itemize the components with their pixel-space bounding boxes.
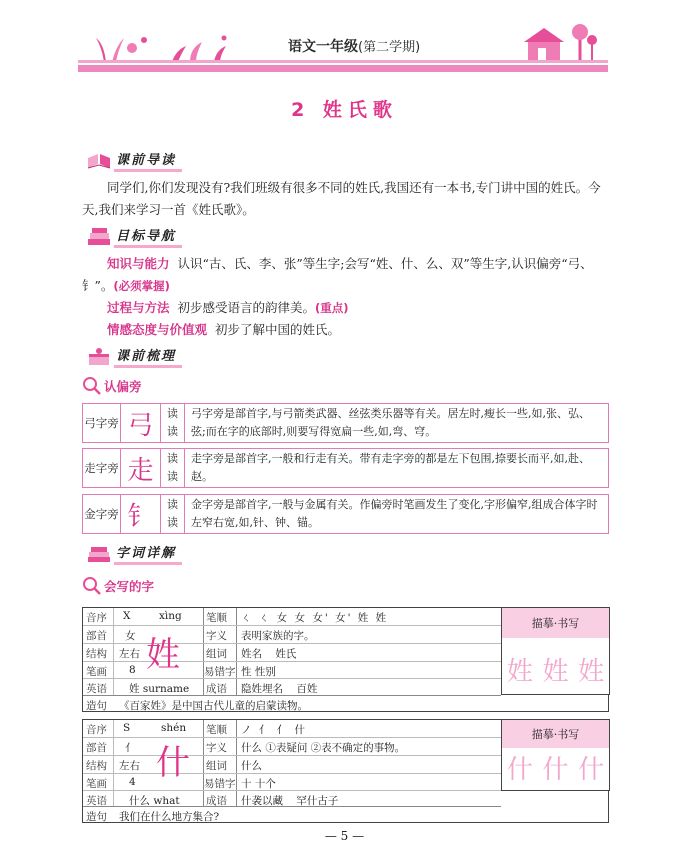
preview-paragraph: 同学们,你们发现没有?我们班级有很多不同的姓氏,我国还有一本书,专门讲中国的姓氏。今天,我们来学习一首《姓氏歌》。 [82,180,601,217]
trace-box[interactable]: 描摹·书写 姓 姓 姓 [501,607,610,695]
radical-row: 走字旁 走 读 读 走字旁是部首字,一般和行走有关。带有走字旁的都是左下包围,捺要长而平,如,赴、赵。 [82,448,609,488]
decorative-plants-icon [86,28,236,64]
char-card-shen: 音序 S shén 部首 亻 结构 左右 笔画 4 英语 什么 what 什 笔顺 ノ 亻 亻 什 字义 什么 ①表疑问 ②表不确定的事物。 组词 什么 易错字 十 十个 成语 什袭以藏 罕什古子 造句 我们在什么地方集合? 描摹·书写 什 什 什 [82,719,609,823]
goal-process: 过程与方法 初步感受语言的韵律美。(重点) [107,300,349,315]
magnifier-icon [82,576,102,596]
section-explain: 字词详解 [86,541,182,565]
goal-knowledge: 知识与能力 认识“古、氏、李、张”等生字;会写“姓、什、么、双”等生字,认识偏旁“弓、钅”。(必须掌握) [82,256,593,293]
radical-row: 弓字旁 弓 读 读 弓字旁是部首字,与弓箭类武器、丝弦类乐器等有关。居左时,瘦长一些,如,张、弘、弦;而在字的底部时,则要写得宽扁一些,如,弯、穹。 [82,403,609,443]
trace-box[interactable]: 描摹·书写 什 什 什 [501,719,610,791]
lesson-title: 2 姓氏歌 [291,99,398,121]
section-review: 课前梳理 [86,344,182,368]
header-title: 语文一年级(第二学期) [288,39,421,55]
radicals-heading: 认偏旁 [82,376,142,396]
target-char: 姓 [146,635,180,675]
char-card-xing: 音序 X xìng 部首 女 结构 左右 笔画 8 英语 姓 surname 姓 笔顺 ㄑ ㄑ 女 女 女' 女' 姓 姓 字义 表明家族的字。 组词 姓名 姓氏 易错字 性 性别 成语 隐姓埋名 百姓 造句 《百家姓》是中国古代儿童的启蒙读物。 描摹·书写 姓 姓 姓 [82,607,609,712]
header-band [78,60,608,72]
open-book-icon [86,150,112,172]
magnifier-icon [82,376,102,396]
radical-row: 金字旁 钅 读 读 金字旁是部首字,一般与金属有关。作偏旁时笔画发生了变化,字形偏窄,组成合体字时左窄右宽,如,针、钟、锚。 [82,494,609,534]
cake-icon [86,346,112,368]
decorative-house-icon [510,22,610,64]
book-stack-icon [86,543,112,565]
section-preview: 课前导读 [86,148,182,172]
page-number: — 5 — [324,829,365,843]
goal-attitude: 情感态度与价值观 初步了解中国的姓氏。 [107,322,340,337]
writing-heading: 会写的字 [82,576,154,596]
section-goals: 目标导航 [86,224,182,248]
target-char: 什 [156,743,190,783]
book-stack-icon [86,226,112,248]
page-header [78,22,608,80]
